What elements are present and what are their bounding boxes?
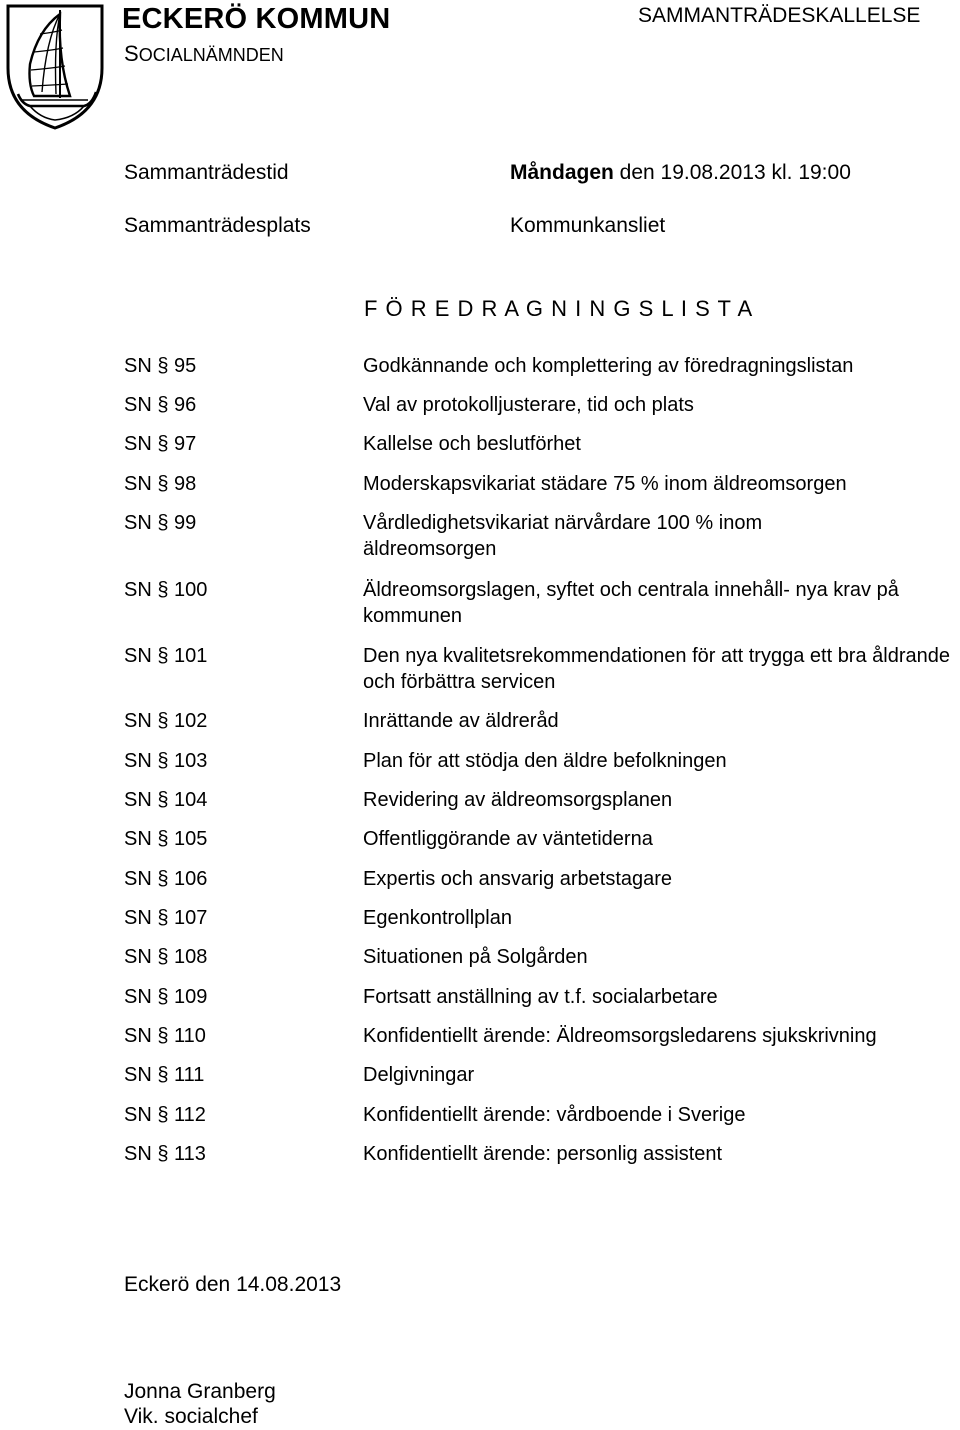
item-code: SN § 97 <box>124 433 197 455</box>
item-code: SN § 108 <box>124 946 208 968</box>
item-text: Konfidentiellt ärende: vårdboende i Sverige <box>363 1104 746 1126</box>
agenda-heading: F Ö R E D R A G N I N G S L I S T A <box>364 296 753 321</box>
item-code: SN § 113 <box>124 1143 206 1165</box>
item-code: SN § 100 <box>124 579 208 601</box>
item-code: SN § 111 <box>124 1064 205 1086</box>
item-code: SN § 104 <box>124 789 208 811</box>
municipality-name: ECKERÖ KOMMUN <box>122 3 391 35</box>
coat-of-arms-logo <box>0 0 110 132</box>
item-code: SN § 99 <box>124 512 197 534</box>
item-text: Äldreomsorgslagen, syftet och centrala innehåll- nya krav på kommunen <box>363 579 899 627</box>
item-text: Inrättande av äldreråd <box>363 710 559 732</box>
item-code: SN § 96 <box>124 394 197 416</box>
item-code: SN § 105 <box>124 828 208 850</box>
meeting-date-time: den 19.08.2013 kl. 19:00 <box>613 161 851 184</box>
item-text: Konfidentiellt ärende: Äldreomsorgsledarens sjukskrivning <box>363 1025 877 1047</box>
item-text: Konfidentiellt ärende: personlig assistent <box>363 1143 723 1165</box>
item-text: Val av protokolljusterare, tid och plats <box>363 394 694 416</box>
item-code: SN § 110 <box>124 1025 206 1047</box>
department-name <box>124 41 284 67</box>
item-code: SN § 98 <box>124 473 197 495</box>
item-text: Moderskapsvikariat städare 75 % inom äldreomsorgen <box>363 473 847 495</box>
item-text: Egenkontrollplan <box>363 907 512 929</box>
signer-title: Vik. socialchef <box>124 1405 258 1428</box>
meeting-time-value <box>510 161 851 185</box>
item-code: SN § 95 <box>124 355 197 377</box>
item-code: SN § 107 <box>124 907 208 929</box>
meeting-time-label: Sammanträdestid <box>124 161 289 184</box>
signer-name: Jonna Granberg <box>124 1380 276 1403</box>
item-text: Godkännande och komplettering av föredragningslistan <box>363 355 854 377</box>
department-initial: S <box>124 41 139 66</box>
item-code: SN § 112 <box>124 1104 206 1126</box>
place-and-date: Eckerö den 14.08.2013 <box>124 1273 342 1296</box>
item-text: Delgivningar <box>363 1064 475 1086</box>
item-text: Vårdledighetsvikariat närvårdare 100 % inom äldreomsorgen <box>363 512 763 560</box>
item-text: Den nya kvalitetsrekommendationen för att trygga ett bra åldrande och förbättra servicen <box>363 645 950 693</box>
item-code: SN § 103 <box>124 750 208 772</box>
item-text: Expertis och ansvarig arbetstagare <box>363 868 673 890</box>
meeting-place-label: Sammanträdesplats <box>124 214 311 237</box>
item-code: SN § 101 <box>124 645 208 667</box>
item-text: Offentliggörande av väntetiderna <box>363 828 653 850</box>
document-type: SAMMANTRÄDESKALLELSE <box>638 4 921 27</box>
item-text: Fortsatt anställning av t.f. socialarbetare <box>363 986 718 1008</box>
item-text: Plan för att stödja den äldre befolkningen <box>363 750 727 772</box>
item-code: SN § 109 <box>124 986 208 1008</box>
item-text: Situationen på Solgården <box>363 946 588 968</box>
item-text: Revidering av äldreomsorgsplanen <box>363 789 673 811</box>
meeting-day: Måndagen <box>510 161 614 184</box>
item-code: SN § 102 <box>124 710 208 732</box>
item-text: Kallelse och beslutförhet <box>363 433 581 455</box>
department-rest: OCIALNÄMNDEN <box>138 45 284 65</box>
meeting-place-value: Kommunkansliet <box>510 214 666 237</box>
item-code: SN § 106 <box>124 868 208 890</box>
